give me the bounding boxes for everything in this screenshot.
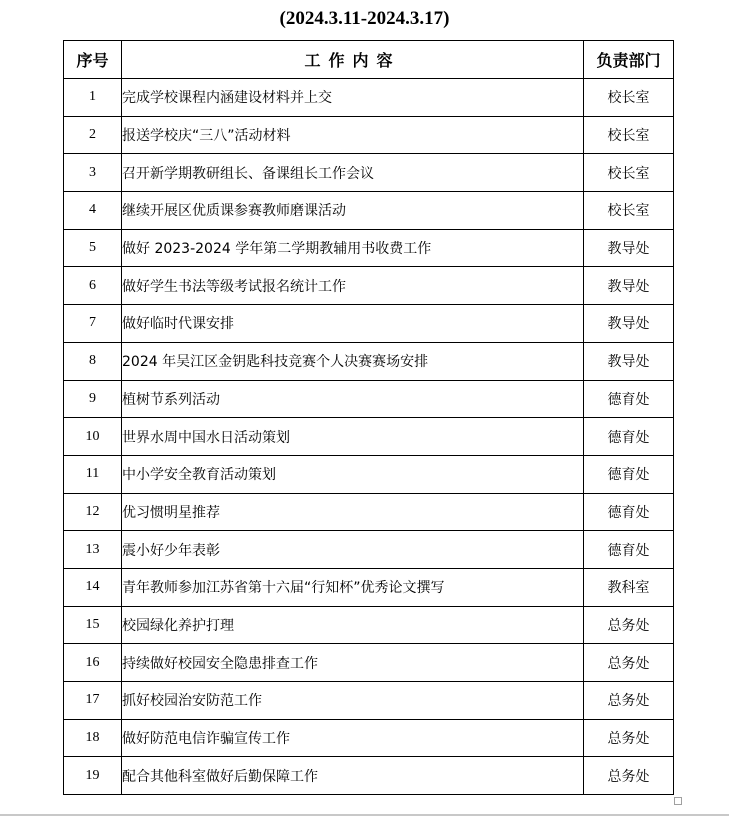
- table-row: [64, 380, 674, 418]
- header-responsible-department: 负责部门: [584, 41, 674, 79]
- row-task: 继续开展区优质课参赛教师磨课活动: [122, 192, 584, 230]
- table-header-row: [64, 41, 674, 79]
- row-number: 2: [64, 116, 122, 154]
- table-row: [64, 342, 674, 380]
- row-department: 德育处: [584, 531, 674, 569]
- row-department: 教导处: [584, 229, 674, 267]
- row-number: 4: [64, 192, 122, 230]
- row-number: 6: [64, 267, 122, 305]
- row-department: 总务处: [584, 719, 674, 757]
- table-row: [64, 568, 674, 606]
- row-number: 7: [64, 305, 122, 343]
- row-task: 做好临时代课安排: [122, 305, 584, 343]
- row-department: 教导处: [584, 305, 674, 343]
- row-department: 德育处: [584, 418, 674, 456]
- row-department: 校长室: [584, 154, 674, 192]
- row-number: 18: [64, 719, 122, 757]
- row-number: 16: [64, 644, 122, 682]
- table-row: [64, 305, 674, 343]
- row-number: 15: [64, 606, 122, 644]
- row-department: 校长室: [584, 116, 674, 154]
- row-task: 2024 年吴江区金钥匙科技竞赛个人决赛赛场安排: [122, 342, 584, 380]
- row-department: 德育处: [584, 380, 674, 418]
- row-task: 中小学安全教育活动策划: [122, 455, 584, 493]
- table-row: [64, 267, 674, 305]
- table-row: [64, 531, 674, 569]
- row-department: 教科室: [584, 568, 674, 606]
- table-resize-handle[interactable]: [674, 797, 682, 805]
- row-number: 3: [64, 154, 122, 192]
- row-number: 10: [64, 418, 122, 456]
- row-department: 德育处: [584, 455, 674, 493]
- weekly-work-schedule-table: [63, 40, 674, 795]
- row-department: 校长室: [584, 192, 674, 230]
- row-department: 校长室: [584, 79, 674, 117]
- table-row: [64, 116, 674, 154]
- row-task: 世界水周中国水日活动策划: [122, 418, 584, 456]
- table-row: [64, 644, 674, 682]
- row-number: 17: [64, 682, 122, 720]
- table-row: [64, 418, 674, 456]
- row-task: 持续做好校园安全隐患排查工作: [122, 644, 584, 682]
- row-department: 总务处: [584, 757, 674, 795]
- table-row: [64, 493, 674, 531]
- table-row: [64, 682, 674, 720]
- row-number: 5: [64, 229, 122, 267]
- row-department: 教导处: [584, 267, 674, 305]
- row-department: 总务处: [584, 644, 674, 682]
- row-number: 12: [64, 493, 122, 531]
- row-task: 做好防范电信诈骗宣传工作: [122, 719, 584, 757]
- row-task: 召开新学期教研组长、备课组长工作会议: [122, 154, 584, 192]
- row-task: 优习惯明星推荐: [122, 493, 584, 531]
- row-task: 报送学校庆“三八”活动材料: [122, 116, 584, 154]
- row-department: 教导处: [584, 342, 674, 380]
- header-work-content: 工作内容: [122, 41, 584, 79]
- table-row: [64, 719, 674, 757]
- row-task: 完成学校课程内涵建设材料并上交: [122, 79, 584, 117]
- row-task: 校园绿化养护打理: [122, 606, 584, 644]
- row-task: 植树节系列活动: [122, 380, 584, 418]
- date-range-heading: (2024.3.11-2024.3.17): [279, 8, 450, 29]
- row-department: 总务处: [584, 606, 674, 644]
- row-task: 做好学生书法等级考试报名统计工作: [122, 267, 584, 305]
- table-row: [64, 192, 674, 230]
- row-number: 8: [64, 342, 122, 380]
- row-task: 配合其他科室做好后勤保障工作: [122, 757, 584, 795]
- row-task: 青年教师参加江苏省第十六届“行知杯”优秀论文撰写: [122, 568, 584, 606]
- table-row: [64, 606, 674, 644]
- table-row: [64, 154, 674, 192]
- row-number: 11: [64, 455, 122, 493]
- table-row: [64, 455, 674, 493]
- row-number: 19: [64, 757, 122, 795]
- row-task: 抓好校园治安防范工作: [122, 682, 584, 720]
- row-task: 震小好少年表彰: [122, 531, 584, 569]
- row-number: 14: [64, 568, 122, 606]
- row-department: 总务处: [584, 682, 674, 720]
- row-department: 德育处: [584, 493, 674, 531]
- row-number: 9: [64, 380, 122, 418]
- header-serial-number: 序号: [64, 41, 122, 79]
- table-row: [64, 757, 674, 795]
- row-number: 1: [64, 79, 122, 117]
- table-row: [64, 79, 674, 117]
- row-task: 做好 2023-2024 学年第二学期教辅用书收费工作: [122, 229, 584, 267]
- table-row: [64, 229, 674, 267]
- row-number: 13: [64, 531, 122, 569]
